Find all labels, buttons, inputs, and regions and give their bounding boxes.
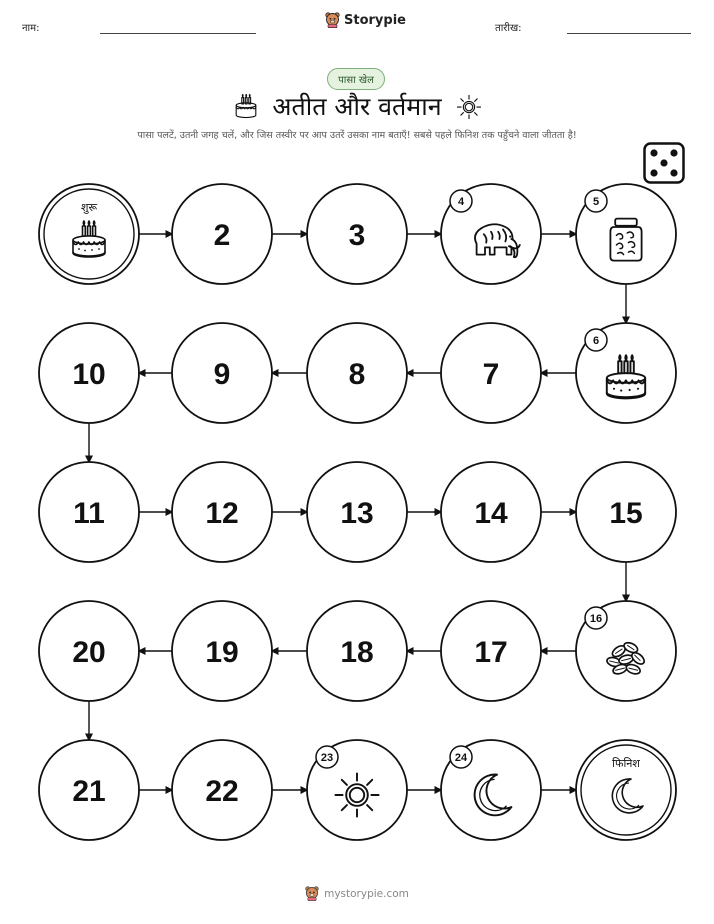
space-number: 7 [482,358,500,391]
board-space-15[interactable] [576,462,676,562]
board-space-25[interactable] [576,740,676,840]
board-space-5[interactable] [576,184,676,284]
space-number: 14 [474,497,508,530]
board-space-10[interactable] [39,323,139,423]
board-space-22[interactable] [172,740,272,840]
board-space-11[interactable] [39,462,139,562]
board-space-18[interactable] [307,601,407,701]
space-number: 9 [213,358,231,391]
space-number: 3 [348,219,366,252]
space-number: 22 [205,775,239,808]
jar-icon [610,219,641,261]
board-space-20[interactable] [39,601,139,701]
space-number: 2 [213,219,231,252]
space-number: 16 [589,613,603,625]
start-label: शुरू [80,201,98,214]
space-number: 18 [340,636,374,669]
board-space-3[interactable] [307,184,407,284]
sun-icon [335,773,378,816]
instructions: पासा पलटें, उतनी जगह चलें, और जिस तस्वीर पर आप उतरें उसका नाम बताएँ! सबसे पहले फिनिश तक पहुँचने वाला जीतता है! [137,130,577,141]
space-number: 15 [609,497,643,530]
board-space-7[interactable] [441,323,541,423]
board-space-12[interactable] [172,462,272,562]
board-space-8[interactable] [307,323,407,423]
space-number: 19 [205,636,239,669]
finish-label: फिनिश [612,757,640,770]
space-number: 13 [340,497,374,530]
bear-logo-icon [305,886,319,901]
board-space-16[interactable] [576,601,676,701]
board-space-17[interactable] [441,601,541,701]
name-label: नाम: [22,23,40,34]
space-number: 5 [592,196,600,208]
space-number: 23 [320,752,334,764]
board-space-14[interactable] [441,462,541,562]
space-number: 11 [73,497,105,530]
board-space-2[interactable] [172,184,272,284]
board-space-23[interactable] [307,740,407,840]
space-number: 24 [454,752,468,764]
game-type-badge: पासा खेल [327,68,385,90]
space-number: 4 [457,196,465,208]
page-title: अतीत और वर्तमान [272,92,442,121]
board-space-13[interactable] [307,462,407,562]
footer-site: mystorypie.com [324,887,409,900]
space-number: 6 [592,335,600,347]
board-space-9[interactable] [172,323,272,423]
date-label: तारीख: [495,23,522,34]
board-space-19[interactable] [172,601,272,701]
space-number: 21 [72,775,106,808]
board-space-1[interactable] [39,184,139,284]
space-number: 17 [474,636,508,669]
brand-name: Storypie [344,12,406,28]
space-number: 20 [72,636,106,669]
board-space-21[interactable] [39,740,139,840]
board-space-6[interactable] [576,323,676,423]
space-number: 12 [205,497,239,530]
board-space-4[interactable] [441,184,541,284]
footer [0,886,714,901]
board-space-24[interactable] [441,740,541,840]
space-number: 10 [72,358,106,391]
space-number: 8 [348,358,366,391]
